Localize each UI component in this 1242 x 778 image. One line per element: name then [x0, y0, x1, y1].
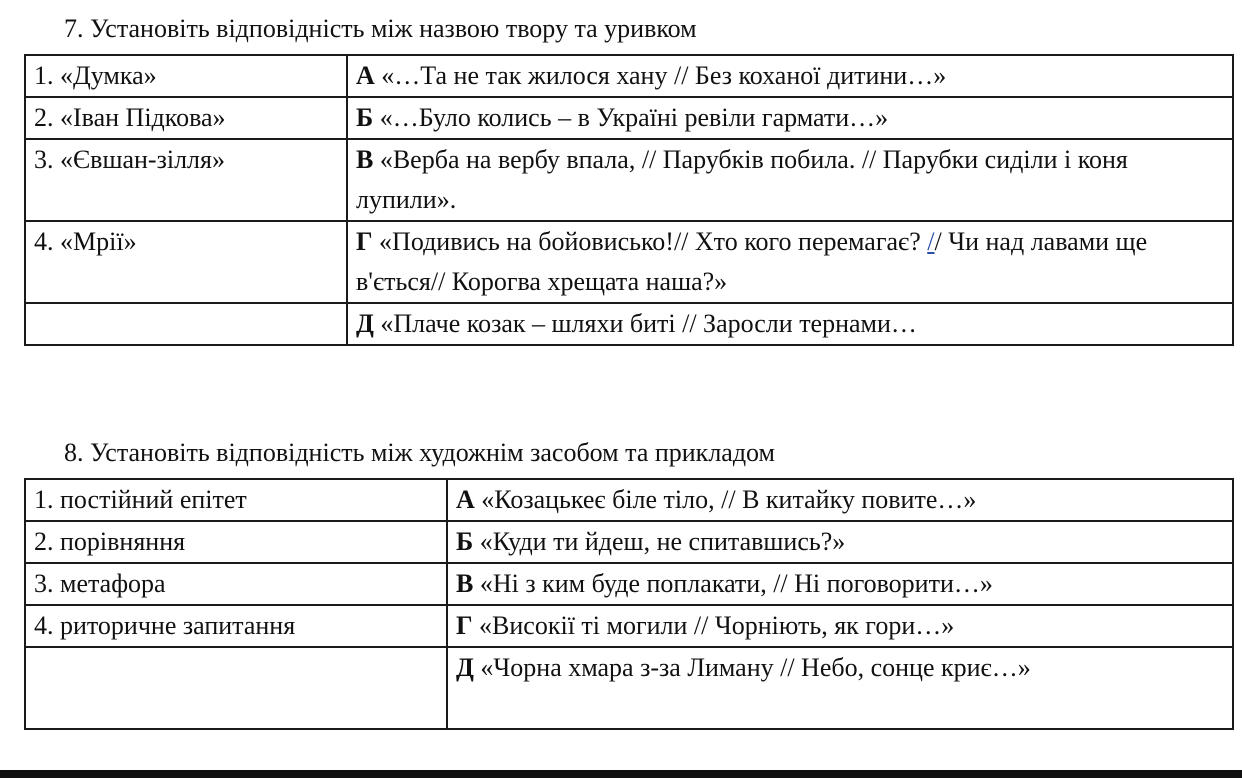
- excerpt-text-part: / Чи над лавами ще в'ється// Корогва хрещата наша?»: [356, 227, 1148, 296]
- example-text: «Високії ті могили // Чорніють, як гори…»: [479, 611, 955, 640]
- example-text: «Куди ти йдеш, не спитавшись?»: [479, 527, 846, 556]
- excerpt-text: «…Та не так жилося хану // Без коханої дитини…»: [381, 61, 947, 90]
- example-cell: [447, 647, 1233, 729]
- table-row: [25, 139, 1233, 221]
- table-row: [25, 55, 1233, 97]
- table-row: [25, 221, 1233, 303]
- task-8-table: [24, 478, 1234, 730]
- table-row: [25, 479, 1233, 521]
- example-text: «Чорна хмара з-за Лиману // Небо, сонце криє…»: [480, 653, 1031, 682]
- table-row: [25, 303, 1233, 345]
- option-letter: Б: [456, 527, 474, 556]
- option-letter: Б: [356, 103, 374, 132]
- example-cell: [447, 563, 1233, 605]
- bottom-border-rule: [0, 770, 1242, 778]
- excerpt-text-part: «Подивись на бойовисько!// Хто кого перемагає?: [379, 227, 928, 256]
- example-cell: [447, 605, 1233, 647]
- device-name-cell: 3. метафора: [25, 563, 447, 605]
- excerpt-cell: [347, 97, 1233, 139]
- work-title-cell: 4. «Мрії»: [25, 221, 347, 303]
- table-row: [25, 647, 1233, 729]
- table-row: [25, 521, 1233, 563]
- excerpt-cell: [347, 139, 1233, 221]
- table-row: [25, 563, 1233, 605]
- excerpt-hyperlink[interactable]: /: [927, 227, 935, 256]
- example-cell: [447, 521, 1233, 563]
- option-letter: Г: [456, 611, 473, 640]
- device-name-cell: 1. постійний епітет: [25, 479, 447, 521]
- empty-cell: [25, 647, 447, 729]
- option-letter: Д: [356, 309, 374, 338]
- task-7-table: [24, 54, 1234, 346]
- option-letter: В: [456, 569, 474, 598]
- excerpt-text: «…Було колись – в Україні ревіли гармати…»: [379, 103, 889, 132]
- work-title-cell: 3. «Євшан-зілля»: [25, 139, 347, 221]
- task-8-heading: 8. Установіть відповідність між художнім засобом та прикладом: [64, 438, 776, 467]
- example-text: «Ні з ким буде поплакати, // Ні поговорити…»: [479, 569, 993, 598]
- option-letter: Д: [456, 653, 474, 682]
- empty-cell: [25, 303, 347, 345]
- excerpt-text: «Верба на вербу впала, // Парубків побила. // Парубки сиділи і коня лупили».: [356, 145, 1128, 214]
- table-row: [25, 97, 1233, 139]
- work-title-cell: 2. «Іван Підкова»: [25, 97, 347, 139]
- excerpt-cell: [347, 221, 1233, 303]
- task-7-heading: 7. Установіть відповідність між назвою твору та уривком: [64, 14, 697, 43]
- excerpt-text: «Плаче козак – шляхи биті // Заросли тернами…: [380, 309, 917, 338]
- example-text: «Козацькеє біле тіло, // В китайку повите…»: [481, 485, 977, 514]
- device-name-cell: 2. порівняння: [25, 521, 447, 563]
- option-letter: А: [456, 485, 475, 514]
- example-cell: [447, 479, 1233, 521]
- option-letter: В: [356, 145, 374, 174]
- device-name-cell: 4. риторичне запитання: [25, 605, 447, 647]
- excerpt-cell: [347, 303, 1233, 345]
- work-title-cell: 1. «Думка»: [25, 55, 347, 97]
- option-letter: А: [356, 61, 375, 90]
- table-row: [25, 605, 1233, 647]
- excerpt-cell: [347, 55, 1233, 97]
- option-letter: Г: [356, 227, 373, 256]
